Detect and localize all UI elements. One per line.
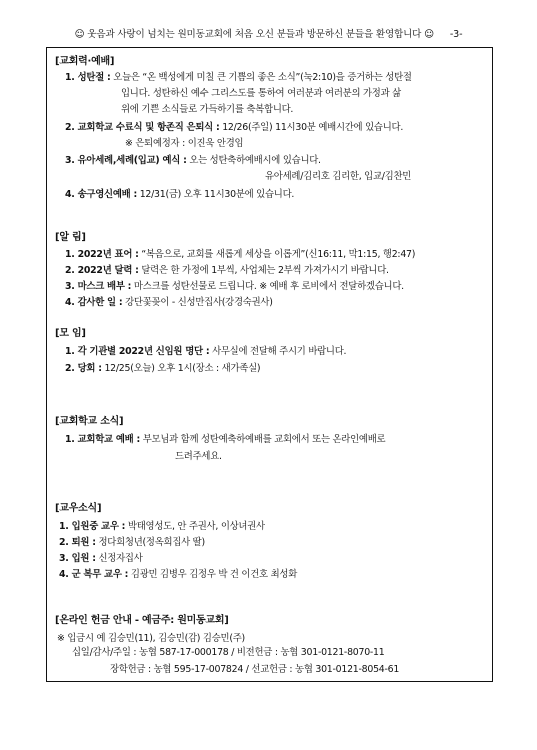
- school-item-1: [65, 433, 385, 447]
- item-text: 12/25(오늘) 오후 1시(장소 : 새가족실): [104, 363, 261, 374]
- offering-line-3: 장학헌금 : 농협 595-17-007824 / 선교헌금 : 농협 301-0121-8054-61: [110, 664, 400, 675]
- calendar-item-4: [65, 188, 294, 202]
- item-text: 오는 성탄축하예배시에 있습니다.: [189, 155, 321, 166]
- item-label: 3. 마스크 배부 :: [65, 281, 132, 292]
- box-right-border-ext: [492, 648, 493, 682]
- calendar-item-2: [65, 121, 403, 135]
- section-title-notice: [알 림]: [55, 232, 86, 243]
- box-left-border-ext: [46, 648, 47, 682]
- members-item-2: [59, 536, 205, 550]
- item-text: 강단꽃꽂이 - 신성만집사(강경숙권사): [125, 297, 273, 308]
- item-label: 1. 2022년 표어 :: [65, 249, 139, 260]
- members-item-1: [59, 520, 265, 534]
- item-text: 마스크를 성탄선물로 드립니다. ※ 예배 후 로비에서 전달하겠습니다.: [133, 281, 404, 292]
- section-title-calendar: [교회력·예배]: [55, 56, 115, 67]
- calendar-item-1: [65, 71, 412, 85]
- members-item-4: [59, 568, 297, 582]
- item-label: 4. 감사한 일 :: [65, 297, 123, 308]
- item-text: 박태영성도, 안 주권사, 이상녀권사: [127, 521, 265, 532]
- item-label: 4. 군 복무 교우 :: [59, 569, 129, 580]
- calendar-item-3-sub: 유아세례/김리호 김리한, 입교/김찬민: [265, 171, 412, 182]
- page-header: [0, 26, 537, 40]
- item-label: 1. 각 기관별 2022년 신임원 명단 :: [65, 346, 210, 357]
- header-text: ☺ 웃음과 사랑이 넘치는 원미동교회에 처음 오신 분들과 방문하신 분들을 환영합니다 ☺: [74, 29, 434, 40]
- box-bottom-border: [46, 681, 493, 682]
- notice-item-2: [65, 264, 389, 278]
- item-text: 12/31(금) 오후 11시30분에 있습니다.: [139, 189, 295, 200]
- item-label: 1. 성탄절 :: [65, 72, 111, 83]
- school-item-1-line-2: 드려주세요.: [175, 451, 222, 462]
- calendar-item-1-line-2: 입니다. 성탄하신 예수 그리스도를 통하여 여러분과 여러분의 가정과 삶: [121, 88, 401, 99]
- notice-item-1: [65, 248, 415, 262]
- item-text: 달력은 한 가정에 1부씩, 사업체는 2부씩 가져가시기 바랍니다.: [141, 265, 389, 276]
- section-title-meeting: [모 임]: [55, 328, 86, 339]
- item-text: “복음으로, 교회를 새롭게 세상을 이롭게”(신16:11, 막1:15, 행2:47): [141, 249, 416, 260]
- content-box: [46, 47, 493, 649]
- calendar-item-2-sub: ※ 은퇴예정자 : 이진욱 안경임: [125, 138, 244, 149]
- page-number: -3-: [449, 29, 463, 40]
- offering-title: [온라인 헌금 안내 - 예금주: 원미동교회]: [55, 615, 229, 626]
- item-label: 3. 유아세례,세례(입교) 예식 :: [65, 155, 187, 166]
- item-text: 부모님과 함께 성탄예축하예배를 교회에서 또는 온라인예배로: [142, 434, 386, 445]
- item-label: 1. 입원중 교우 :: [59, 521, 126, 532]
- item-text: 사무실에 전달해 주시기 바랍니다.: [212, 346, 347, 357]
- item-text: 오늘은 “온 백성에게 미칠 큰 기쁨의 좋은 소식”(눅2:10)을 증거하는 성탄절: [113, 72, 412, 83]
- offering-line-2: 십일/감사/주일 : 농협 587-17-000178 / 비전헌금 : 농협 301-0121-8070-11: [72, 647, 385, 658]
- item-label: 2. 퇴원 :: [59, 537, 96, 548]
- item-label: 2. 교회학교 수료식 및 항존직 은퇴식 :: [65, 122, 220, 133]
- item-text: 신정자집사: [98, 553, 143, 564]
- meeting-item-1: [65, 345, 346, 359]
- offering-line-1: ※ 입금시 예 김승민(11), 김승민(감) 김승민(주): [57, 633, 245, 644]
- item-label: 1. 교회학교 예배 :: [65, 434, 140, 445]
- calendar-item-1-line-3: 위에 기쁜 소식들로 가득하기를 축복합니다.: [121, 104, 294, 115]
- section-title-members: [교우소식]: [55, 503, 102, 514]
- item-text: 정다희청년(정옥희집사 딸): [98, 537, 205, 548]
- notice-item-3: [65, 280, 404, 294]
- item-label: 2. 당회 :: [65, 363, 102, 374]
- item-label: 4. 송구영신예배 :: [65, 189, 137, 200]
- item-label: 2. 2022년 달력 :: [65, 265, 139, 276]
- calendar-item-3: [65, 154, 321, 168]
- item-text: 김광민 김병우 김정우 박 건 이건호 최성화: [130, 569, 297, 580]
- notice-item-4: [65, 296, 273, 310]
- section-title-school: [교회학교 소식]: [55, 416, 124, 427]
- item-text: 12/26(주일) 11시30분 예배시간에 있습니다.: [222, 122, 404, 133]
- meeting-item-2: [65, 362, 260, 376]
- item-label: 3. 입원 :: [59, 553, 96, 564]
- members-item-3: [59, 552, 143, 566]
